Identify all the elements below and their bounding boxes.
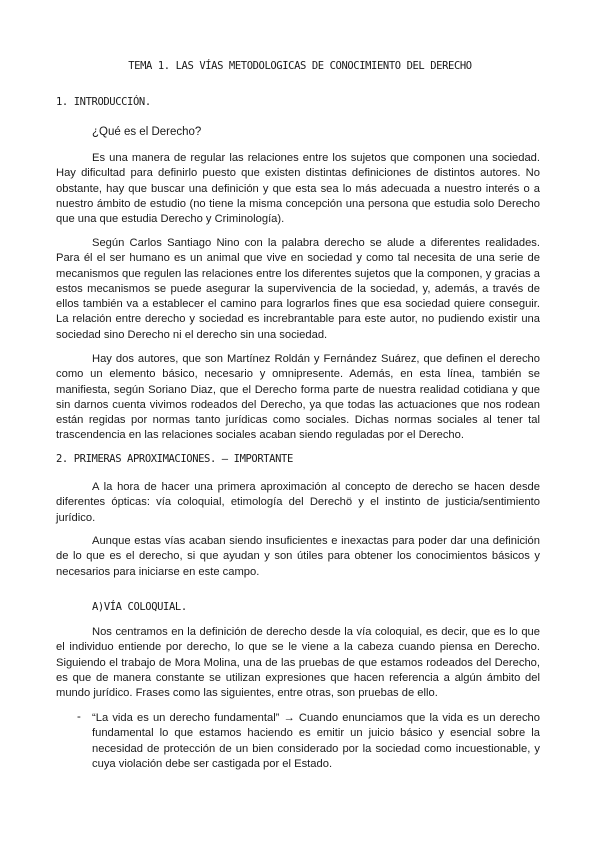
document-title: TEMA 1. LAS VÍAS METODOLOGICAS DE CONOCIMIENTO DEL DERECHO: [128, 60, 472, 72]
paragraph-nino: Según Carlos Santiago Nino con la palabra derecho se alude a diferentes realidades. Para él el ser humano es un animal que vive en sociedad y como tal necesita de una serie de mecanismos que regulen las relaciones entre los diferentes sujetos que la componen, y gracias a estos mecanismos se puede asegurar la supervivencia de la sociedad, y, además, a través de ellos también va a establecer el camino para lograrlos fines que esa sociedad quiere conseguir. La relación entre derecho y sociedad es increbrantable para este autor, no pudiendo existir una sociedad sino Derecho ni el derecho sin una sociedad.: [56, 237, 540, 341]
question-line: ¿Qué es el Derecho?: [92, 126, 202, 138]
list-bullet-marker: -: [77, 711, 81, 723]
section-heading-aproximaciones: 2. PRIMERAS APROXIMACIONES. – IMPORTANTE: [56, 453, 293, 465]
subsection-heading-via-coloquial: A)VÍA COLOQUIAL.: [92, 601, 187, 613]
paragraph-coloquial: Nos centramos en la definición de derecho desde la vía coloquial, es decir, que es lo que el individuo entiende por derecho, lo que se le viene a la cabeza cuando piensa en Derecho. Siguiendo el trabajo de Mora Molina, una de las pruebas de que estamos rodeados del Derecho, es que de manera constante se utilizan expresiones que hacen referencia a algún ámbito del mundo jurídico. Frases como las siguientes, entre otras, son pruebas de ello.: [56, 626, 540, 700]
section-heading-introduccion: 1. INTRODUCCIÓN.: [56, 96, 151, 108]
paragraph-authors: Hay dos autores, que son Martínez Roldán y Fernández Suárez, que definen el derecho como un elemento básico, necesario y omnipresente. Además, en esta línea, también se manifiesta, según Soriano Diaz, que el Derecho forma parte de nuestra realidad cotidiana y que sin darnos cuenta vivimos rodeados del Derecho, ya que todas las actuaciones que nos rodean están regidas por normas tanto jurídicas como sociales. Dichas normas sociales al tener tal trascendencia en las relaciones sociales acaban siendo reguladas por el Derecho.: [56, 353, 540, 442]
list-item-vida-derecho: “La vida es un derecho fundamental” → Cuando enunciamos que la vida es un derecho fundamental lo que estamos haciendo es emitir un juicio básico y esencial sobre la necesidad de protección de un bien considerado por la sociedad como incuestionable, y cuya violación debe ser castigada por el Estado.: [92, 712, 540, 770]
paragraph-definition: Es una manera de regular las relaciones entre los sujetos que componen una sociedad. Hay dificultad para definirlo puesto que existen distintas definiciones de distintos autores. No obstante, hay que buscar una definición y que esta sea lo más adecuada a nuestro interés o a nuestro ámbito de estudio (no tiene la misma concepción una persona que estudia solo Derecho que una que estudia Derecho y Criminología).: [56, 152, 540, 226]
paragraph-insufficient: Aunque estas vías acaban siendo insuficientes e inexactas para poder dar una definición de lo que es el derecho, si que ayudan y son útiles para obtener los conocimientos básicos y necesarios para iniciarse en este campo.: [56, 535, 540, 578]
paragraph-approximation: A la hora de hacer una primera aproximación al concepto de derecho se hacen desde diferentes ópticas: vía coloquial, etimología del Derechö y el instinto de justicia/sentimiento jurídico.: [56, 481, 540, 524]
